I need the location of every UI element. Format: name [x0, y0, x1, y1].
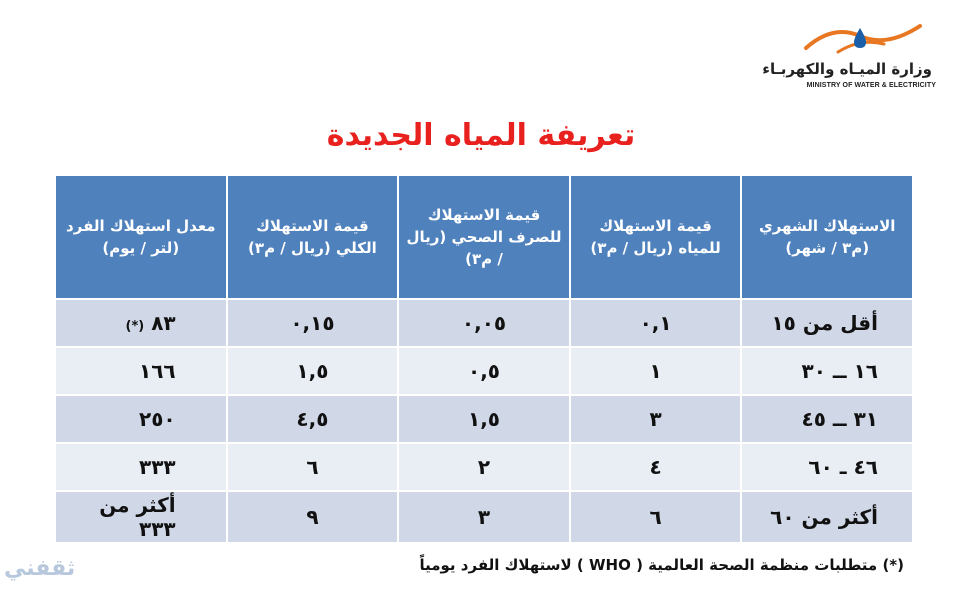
- cell-total: ١,٥: [227, 347, 399, 395]
- header-monthly-consumption: الاستهلاك الشهري (م٣ / شهر): [741, 175, 913, 299]
- header-water-value: قيمة الاستهلاك للمياه (ريال / م٣): [570, 175, 742, 299]
- logo-english-text: MINISTRY OF WATER & ELECTRICITY: [806, 82, 936, 89]
- cell-water: ١: [570, 347, 742, 395]
- cell-total: ٩: [227, 491, 399, 543]
- cell-water: ٠,١: [570, 299, 742, 347]
- cell-monthly: ٣١ ــ ٤٥: [741, 395, 913, 443]
- logo-arabic-text: وزارة الميـاه والكهربـاء: [762, 60, 932, 78]
- cell-per-capita: ٣٣٣: [55, 443, 227, 491]
- cell-water: ٤: [570, 443, 742, 491]
- water-drop-logo-icon: [798, 22, 928, 58]
- cell-monthly: ٤٦ ـ ٦٠: [741, 443, 913, 491]
- table-row: [55, 491, 913, 543]
- cell-sewage: ٣: [398, 491, 570, 543]
- cell-sewage: ٠,٥: [398, 347, 570, 395]
- cell-monthly: ١٦ ــ ٣٠: [741, 347, 913, 395]
- table-row: [55, 347, 913, 395]
- per-capita-value: ٨٣: [151, 311, 176, 335]
- page-title: تعريفة المياه الجديدة: [326, 118, 636, 153]
- who-footnote: (*) متطلبات منظمة الصحة العالمية ( WHO ) لاستهلاك الفرد يومياً: [419, 556, 904, 574]
- site-watermark: ثقفني: [4, 556, 76, 581]
- tariff-table: [54, 174, 914, 544]
- header-sewage-value: قيمة الاستهلاك للصرف الصحي (ريال / م٣): [398, 175, 570, 299]
- table-row: [55, 299, 913, 347]
- cell-per-capita: أكثر من ٣٣٣: [55, 491, 227, 543]
- ministry-logo: [762, 22, 950, 97]
- cell-monthly: أقل من ١٥: [741, 299, 913, 347]
- cell-total: ٦: [227, 443, 399, 491]
- cell-per-capita: [55, 299, 227, 347]
- cell-sewage: ٠,٠٥: [398, 299, 570, 347]
- cell-sewage: ٢: [398, 443, 570, 491]
- note-marker: (*): [125, 319, 145, 334]
- table-header-row: [55, 175, 913, 299]
- cell-monthly: أكثر من ٦٠: [741, 491, 913, 543]
- header-per-capita: معدل استهلاك الفرد (لتر / يوم): [55, 175, 227, 299]
- cell-total: ٤,٥: [227, 395, 399, 443]
- cell-water: ٣: [570, 395, 742, 443]
- cell-sewage: ١,٥: [398, 395, 570, 443]
- header-total-value: قيمة الاستهلاك الكلي (ريال / م٣): [227, 175, 399, 299]
- cell-total: ٠,١٥: [227, 299, 399, 347]
- cell-per-capita: ١٦٦: [55, 347, 227, 395]
- table-row: [55, 443, 913, 491]
- cell-per-capita: ٢٥٠: [55, 395, 227, 443]
- cell-water: ٦: [570, 491, 742, 543]
- table-row: [55, 395, 913, 443]
